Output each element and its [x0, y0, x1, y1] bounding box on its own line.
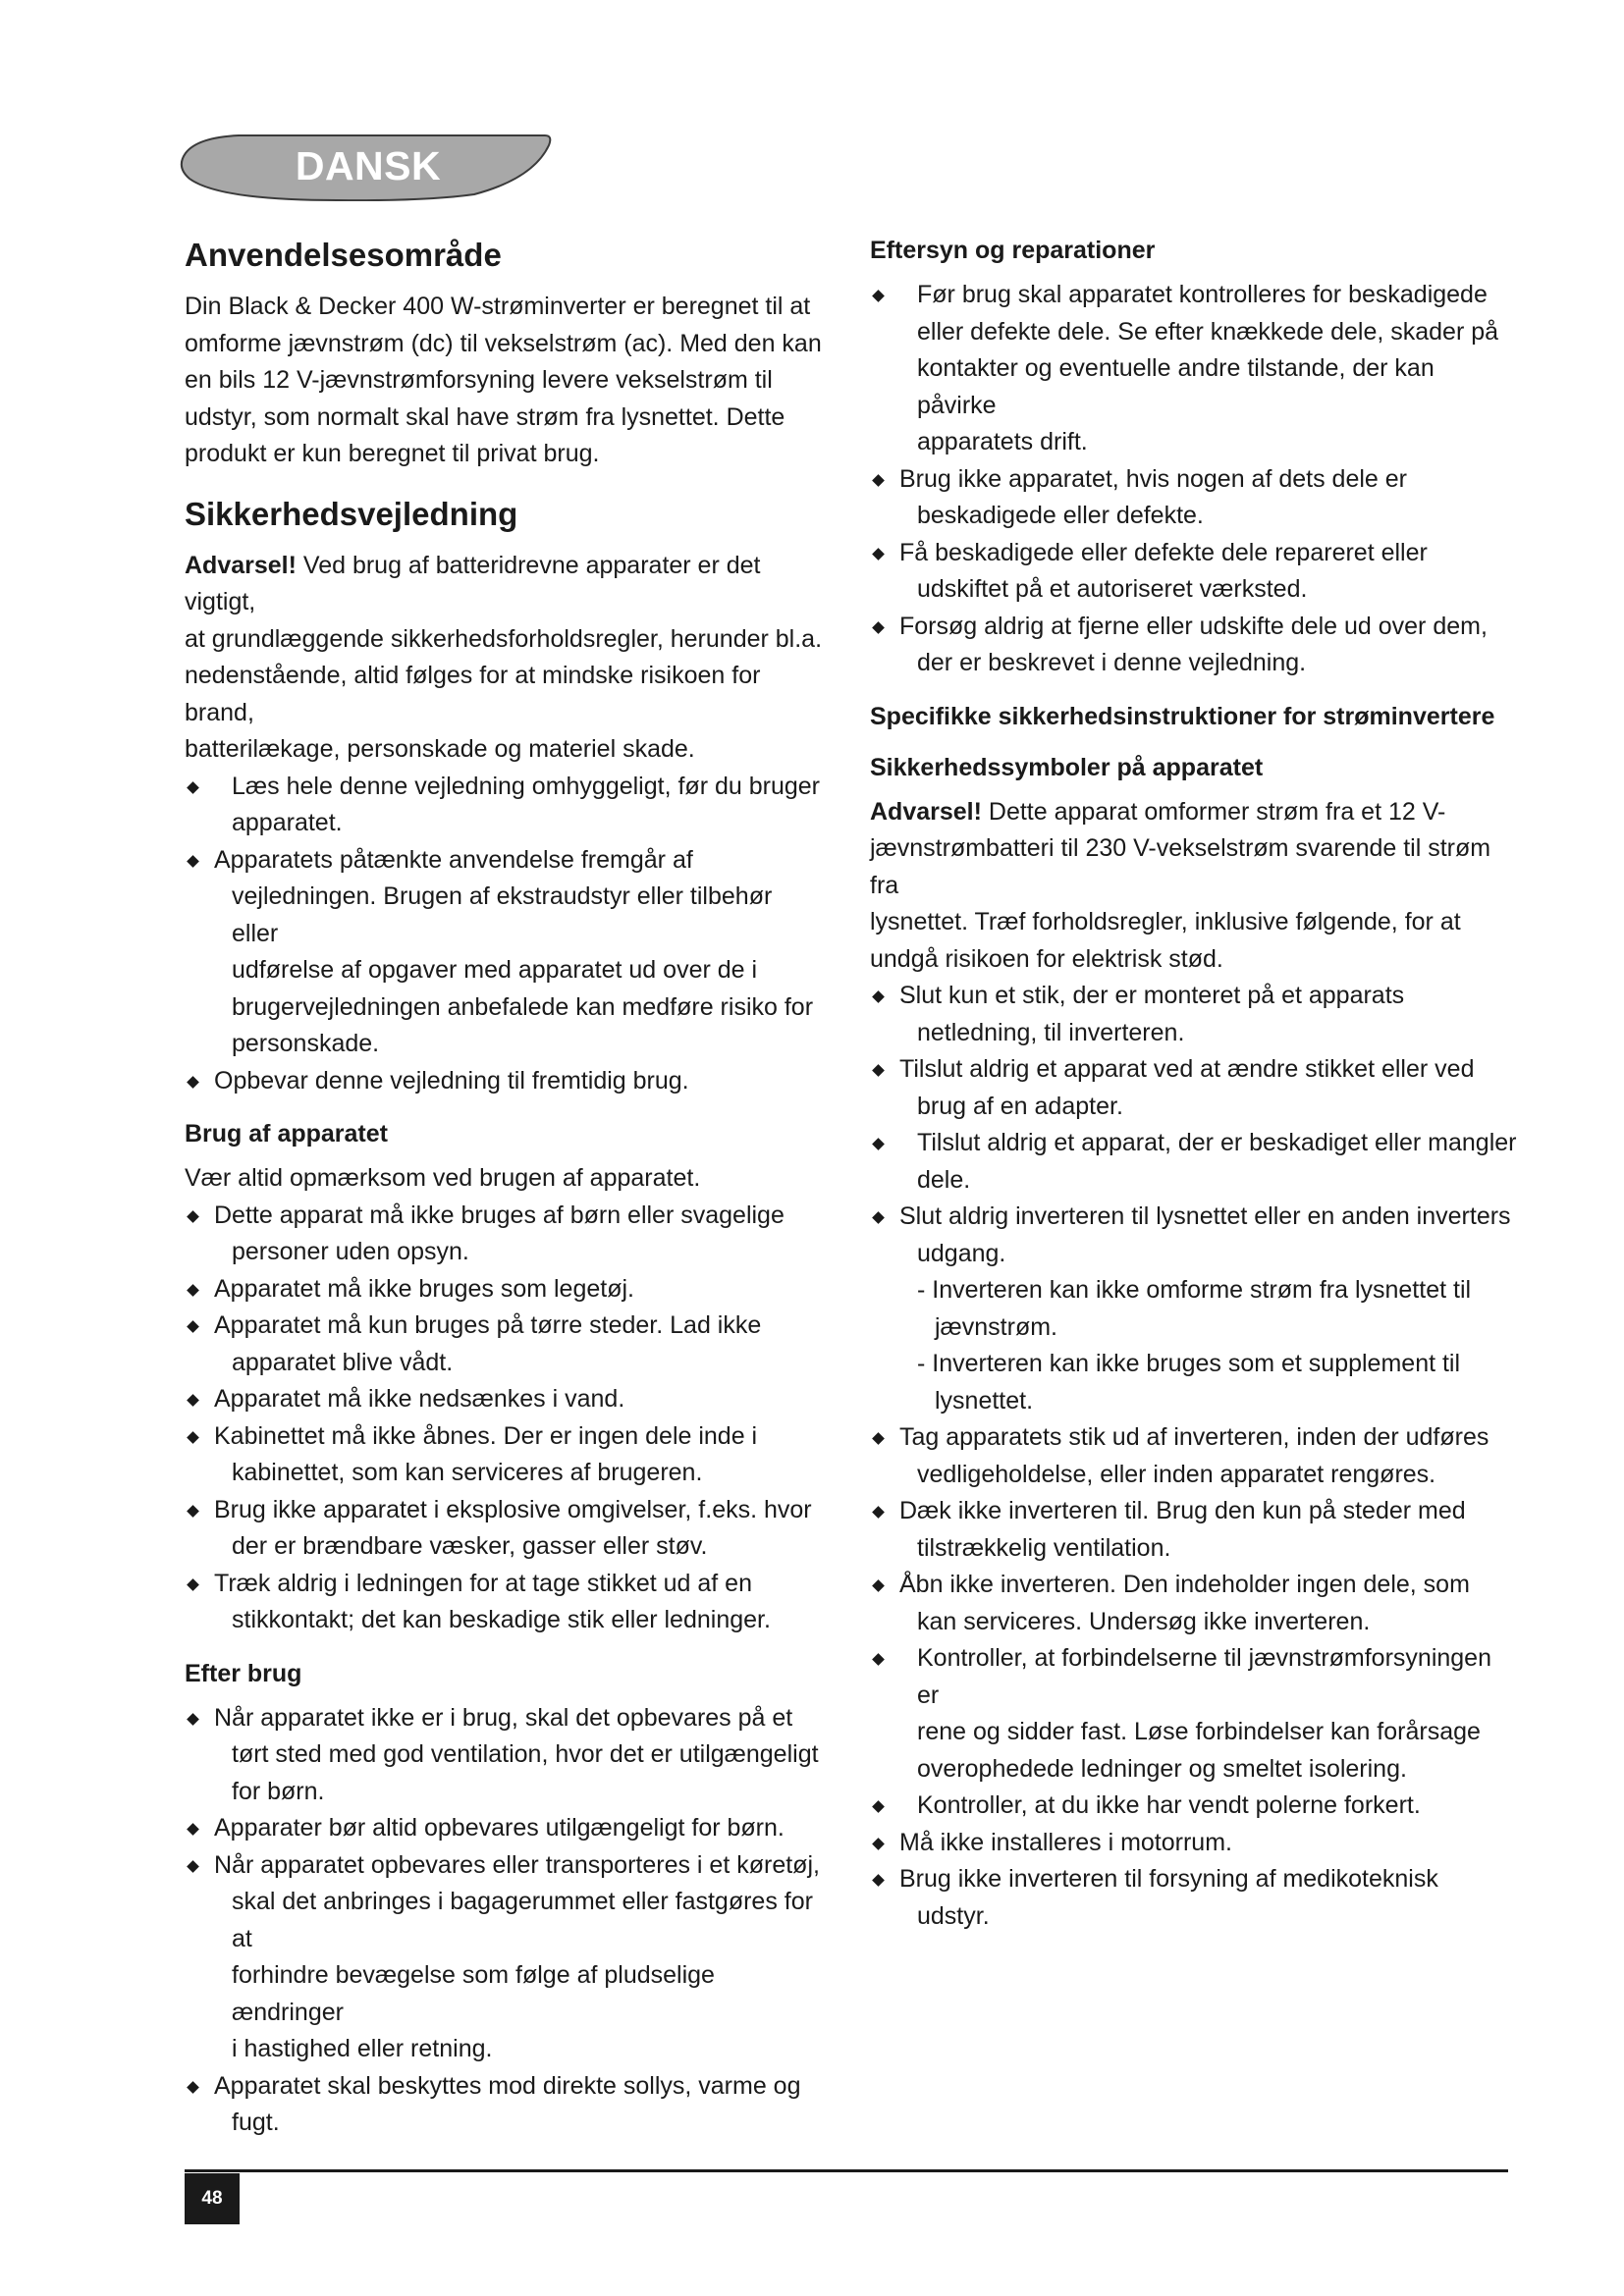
list-item: Åbn ikke inverteren. Den indeholder ingen dele, som kan serviceres. Undersøg ikke inverteren. [870, 1567, 1518, 1640]
bullet-icon [872, 1653, 885, 1666]
bullet-icon [872, 1138, 885, 1150]
list-item: Må ikke installeres i motorrum. [870, 1825, 1518, 1862]
list-item: Brug ikke inverteren til forsyning af medikoteknisk udstyr. [870, 1861, 1518, 1935]
list-item: Brug ikke apparatet i eksplosive omgivelser, f.eks. hvor der er brændbare væsker, gasser eller støv. [185, 1492, 823, 1566]
page-number: 48 [185, 2173, 240, 2224]
list-item: Slut aldrig inverteren til lysnettet eller en anden inverters udgang. [870, 1199, 1518, 1272]
section-title-efter-brug: Efter brug [185, 1659, 302, 1687]
bullet-icon [187, 1860, 199, 1873]
left-column [185, 234, 823, 2142]
efter-brug-list [185, 1700, 823, 2142]
bullet-icon [187, 2081, 199, 2094]
list-item: Træk aldrig i ledningen for at tage stikket ud af en stikkontakt; det kan beskadige stik eller ledninger. [185, 1566, 823, 1639]
warning-paragraph: Advarsel! Ved brug af batteridrevne apparater er det vigtigt, at grundlæggende sikkerhedsforholdsregler, herunder bl.a. nedenstående, altid følges for at mindske risikoen for brand, batterilækage, personskade og materiel skade. [185, 551, 823, 763]
bullet-icon [187, 781, 199, 794]
symboler-list-a [870, 978, 1518, 1272]
anvendelse-text: Din Black & Decker 400 W-strøminverter er beregnet til at omforme jævnstrøm (dc) til vekselstrøm (ac). Med den kan en bils 12 V-jævnstrømforsyning levere vekselstrøm til udstyr, som normalt skal have strøm fra lysnettet. Dette produkt er kun beregnet til privat brug. [185, 293, 822, 467]
section-title-anvendelse: Anvendelsesområde [185, 237, 502, 273]
dash-item: - Inverteren kan ikke bruges som et supplement til lysnettet. [917, 1350, 1461, 1415]
eftersyn-list [870, 277, 1518, 682]
brug-list [185, 1198, 823, 1639]
symboler-warning: Advarsel! Dette apparat omformer strøm fra et 12 V- jævnstrømbatteri til 230 V-vekselstrøm svarende til strøm fra lysnettet. Træf forholdsregler, inklusive følgende, for at undgå risikoen for elektrisk stød. [870, 797, 1491, 973]
bullet-icon [872, 990, 885, 1003]
warning-label: Advarsel! [870, 797, 982, 826]
list-item: Når apparatet opbevares eller transporteres i et køretøj, skal det anbringes i bagagerummet eller fastgøres for at forhindre bevægelse som følge af pludselige ændringer i hastighed eller retning. [185, 1847, 823, 2068]
list-item: Tilslut aldrig et apparat, der er beskadiget eller mangler dele. [870, 1125, 1518, 1199]
list-item: Kabinettet må ikke åbnes. Der er ingen dele inde i kabinettet, som kan serviceres af brugeren. [185, 1418, 823, 1492]
bullet-icon [872, 1506, 885, 1519]
bullet-icon [187, 1394, 199, 1407]
list-item: Kontroller, at forbindelserne til jævnstrømforsyningen er rene og sidder fast. Løse forbindelser kan forårsage overophedede ledninger og smeltet isolering. [870, 1640, 1518, 1788]
bullet-icon [872, 1211, 885, 1224]
bullet-icon [187, 1505, 199, 1518]
bullet-icon [872, 290, 885, 302]
warning-label: Advarsel! [185, 551, 297, 579]
list-item: Dette apparat må ikke bruges af børn eller svagelige personer uden opsyn. [185, 1198, 823, 1271]
right-column [870, 234, 1518, 1935]
brug-intro: Vær altid opmærksom ved brugen af apparatet. [185, 1164, 701, 1192]
bullet-icon [187, 1320, 199, 1333]
bullet-icon [872, 1064, 885, 1077]
bullet-icon [872, 1579, 885, 1592]
bullet-icon [187, 1713, 199, 1726]
list-item: Apparatet må ikke bruges som legetøj. [185, 1271, 823, 1308]
list-item: Apparatet må ikke nedsænkes i vand. [185, 1381, 823, 1418]
list-item: Tag apparatets stik ud af inverteren, inden der udføres vedligeholdelse, eller inden apparatet rengøres. [870, 1419, 1518, 1493]
language-label: DANSK [295, 143, 442, 188]
symboler-list-b [870, 1419, 1518, 1935]
section-title-sikkerhed: Sikkerhedsvejledning [185, 495, 518, 532]
section-title-eftersyn: Eftersyn og reparationer [870, 237, 1156, 264]
list-item: Læs hele denne vejledning omhyggeligt, før du bruger apparatet. [185, 769, 823, 842]
list-item: Apparatet skal beskyttes mod direkte sollys, varme og fugt. [185, 2068, 823, 2142]
bullet-icon [872, 1838, 885, 1850]
list-item: Når apparatet ikke er i brug, skal det opbevares på et tørt sted med god ventilation, hvor det er utilgængeligt for børn. [185, 1700, 823, 1811]
list-item: Apparater bør altid opbevares utilgængeligt for børn. [185, 1810, 823, 1847]
bullet-icon [187, 1076, 199, 1089]
footer-divider [185, 2169, 1508, 2172]
bullet-icon [872, 1432, 885, 1445]
bullet-icon [872, 621, 885, 634]
list-item: Forsøg aldrig at fjerne eller udskifte dele ud over dem, der er beskrevet i denne vejledning. [870, 609, 1518, 682]
safety-list [185, 769, 823, 1100]
list-item: Få beskadigede eller defekte dele repareret eller udskiftet på et autoriseret værksted. [870, 535, 1518, 609]
bullet-icon [187, 1210, 199, 1223]
list-item: Dæk ikke inverteren til. Brug den kun på steder med tilstrækkelig ventilation. [870, 1493, 1518, 1567]
list-item: Tilslut aldrig et apparat ved at ændre stikket eller ved brug af en adapter. [870, 1051, 1518, 1125]
bullet-icon [872, 1874, 885, 1887]
bullet-icon [187, 1284, 199, 1297]
bullet-icon [872, 474, 885, 487]
bullet-icon [187, 1431, 199, 1444]
section-title-symboler: Sikkerhedssymboler på apparatet [870, 753, 1264, 781]
bullet-icon [187, 1578, 199, 1591]
list-item: Slut kun et stik, der er monteret på et apparats netledning, til inverteren. [870, 978, 1518, 1051]
list-item: Apparatet må kun bruges på tørre steder. Lad ikke apparatet blive vådt. [185, 1308, 823, 1381]
list-item: Før brug skal apparatet kontrolleres for beskadigede eller defekte dele. Se efter knækkede dele, skader på kontakter og eventuelle andre tilstande, der kan påvirke apparatets drift. [870, 277, 1518, 461]
bullet-icon [187, 855, 199, 868]
list-item: Brug ikke apparatet, hvis nogen af dets dele er beskadigede eller defekte. [870, 461, 1518, 535]
dash-item: - Inverteren kan ikke omforme strøm fra lysnettet til jævnstrøm. [917, 1276, 1472, 1341]
bullet-icon [872, 1800, 885, 1813]
language-badge [180, 132, 557, 201]
list-item: Apparatets påtænkte anvendelse fremgår af vejledningen. Brugen af ekstraudstyr eller tilbehør eller udførelse af opgaver med apparatet ud over de i brugervejledningen anbefalede kan medføre risiko for personskade. [185, 842, 823, 1063]
bullet-icon [872, 548, 885, 561]
list-item: Kontroller, at du ikke har vendt polerne forkert. [870, 1788, 1518, 1825]
section-title-specifikke: Specifikke sikkerhedsinstruktioner for strøminvertere [870, 702, 1495, 730]
section-title-brug: Brug af apparatet [185, 1120, 388, 1148]
bullet-icon [187, 1823, 199, 1836]
list-item: Opbevar denne vejledning til fremtidig brug. [185, 1063, 823, 1100]
